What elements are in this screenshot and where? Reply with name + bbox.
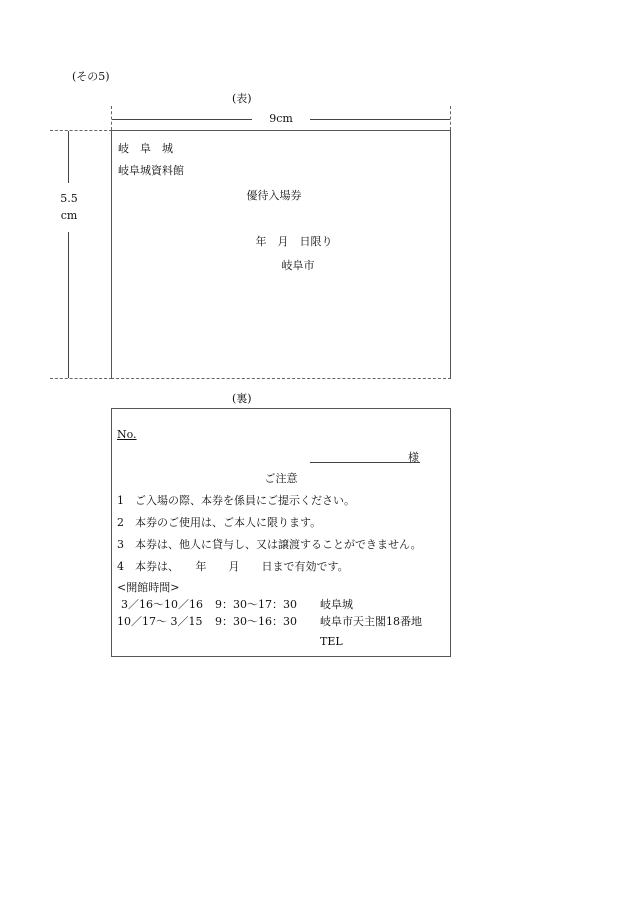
notice-item: 3 本券は、他人に貸与し、又は譲渡することができません。 — [117, 538, 422, 551]
height-dimension-line-top — [68, 131, 69, 183]
hours-title: <開館時間> — [117, 581, 180, 594]
height-unit: cm — [60, 209, 78, 222]
back-heading: (裏) — [232, 392, 252, 405]
contact-address: 岐阜市天主閣18番地 — [320, 615, 422, 628]
contact-tel: TEL — [320, 635, 343, 648]
section-label: (その5) — [72, 70, 110, 83]
front-heading: (表) — [232, 92, 252, 105]
width-dimension-line-right — [310, 119, 450, 120]
notice-item: 1 ご入場の際、本券を係員にご提示ください。 — [117, 494, 355, 507]
notice-title: ご注意 — [264, 472, 298, 485]
height-extension-top — [50, 130, 112, 131]
height-dimension-line-bottom — [68, 232, 69, 378]
front-issuer: 岐阜市 — [281, 259, 315, 272]
hours-period: 3／16～10／16 — [121, 598, 203, 611]
notice-item: 2 本券のご使用は、ご本人に限ります。 — [117, 516, 322, 529]
hours-time: 9：30～16：30 — [215, 615, 297, 628]
front-ticket-title: 優待入場券 — [246, 189, 302, 202]
width-label: 9cm — [269, 112, 293, 125]
width-extension-right — [450, 106, 451, 130]
front-valid-until: 年 月 日限り — [255, 235, 333, 248]
front-card — [111, 130, 451, 379]
front-museum-name: 岐阜城資料館 — [118, 164, 184, 177]
height-value: 5.5 — [60, 192, 78, 205]
height-extension-bottom — [50, 378, 112, 379]
back-sama: 様 — [408, 451, 419, 464]
notice-item: 4 本券は、 年 月 日まで有効です。 — [117, 560, 349, 573]
hours-period: 10／17～ 3／15 — [117, 615, 203, 628]
contact-name: 岐阜城 — [320, 598, 353, 611]
recipient-name-line — [310, 462, 420, 463]
back-card — [111, 408, 451, 657]
back-number-label: No. — [117, 428, 137, 441]
front-castle-name: 岐 阜 城 — [118, 142, 173, 155]
width-extension-left — [111, 106, 112, 130]
width-dimension-line-left — [112, 119, 252, 120]
hours-time: 9：30～17：30 — [215, 598, 297, 611]
